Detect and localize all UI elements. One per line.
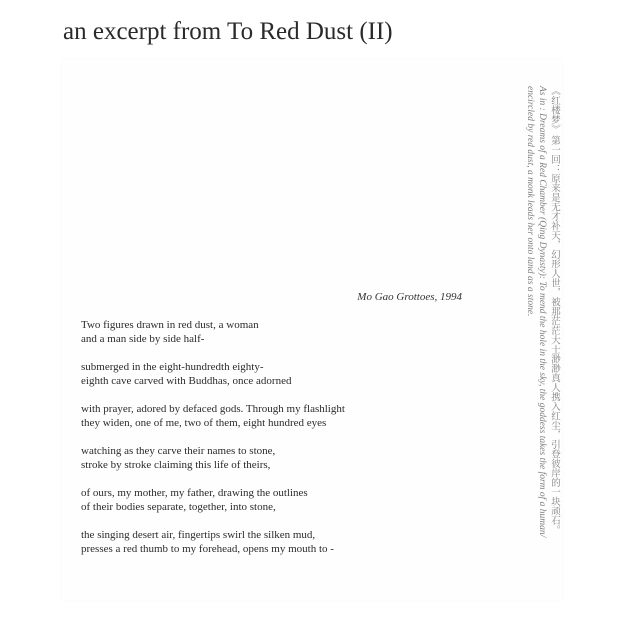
poem-line: Two figures drawn in red dust, a woman: [81, 319, 259, 331]
poem-line: presses a red thumb to my forehead, opens my mouth to -: [81, 543, 334, 555]
poem-line: the singing desert air, fingertips swirl the silken mud,: [81, 529, 316, 541]
poem-line: of their bodies separate, together, into stone,: [81, 501, 276, 513]
stanza: [81, 444, 381, 472]
poem-line: watching as they carve their names to stone,: [81, 445, 276, 457]
poem-line: and a man side by side half-: [81, 333, 205, 345]
poem-line: submerged in the eight-hundredth eighty-: [81, 361, 264, 373]
poem-line: stroke by stroke claiming this life of theirs,: [81, 459, 271, 471]
footnote-translation-line-2: encircled by red dust, a monk leads her onto land as a stone.: [525, 86, 535, 317]
stanza: [81, 486, 381, 514]
stanza: [81, 528, 381, 556]
stanza: [81, 318, 381, 346]
poem-line: with prayer, adored by defaced gods. Through my flashlight: [81, 403, 345, 415]
vertical-footnote: [510, 86, 560, 586]
footnote-chinese-line: 《红楼梦》 第一回：原来是无才补天，幻形人世，被那茫茫大士渺渺真人携入红尘，引登彼岸的一块顽石。: [549, 86, 559, 535]
footnote-translation-line: As in : Dreams of a Red Chamber (Qing Dynasty): To mend the hole in the sky, the goddess takes the form of a human/: [537, 86, 547, 538]
page-title: an excerpt from To Red Dust (II): [63, 18, 393, 45]
poem-line: they widen, one of me, two of them, eight hundred eyes: [81, 417, 327, 429]
poem-line: eighth cave carved with Buddhas, once adorned: [81, 375, 292, 387]
stanza: [81, 402, 381, 430]
stanza: [81, 360, 381, 388]
poem-dateline: Mo Gao Grottoes, 1994: [357, 291, 462, 303]
poem-body: [81, 318, 381, 570]
poem-line: of ours, my mother, my father, drawing the outlines: [81, 487, 308, 499]
